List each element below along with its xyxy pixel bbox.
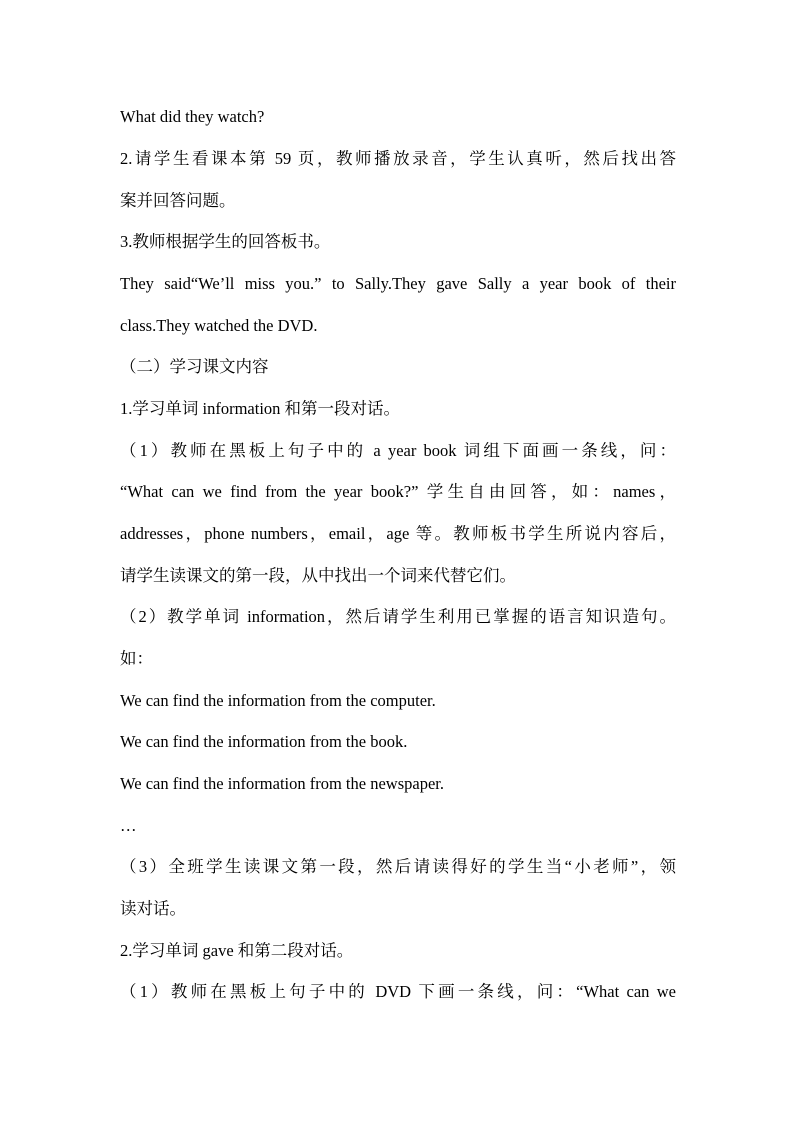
ellipsis-line: …	[120, 816, 137, 835]
text-line: 如：	[120, 649, 153, 668]
text-line: 请学生读课文的第一段，从中找出一个词来代替它们。	[120, 566, 516, 585]
text-line: class.They watched the DVD.	[120, 316, 318, 335]
text-line: addresses，phone numbers，email，age 等。教师板书学生所说内容后，	[120, 524, 676, 543]
text-line: （1）教师在黑板上句子中的 a year book 词组下面画一条线，问：	[120, 441, 676, 460]
text-line: （3）全班学生读课文第一段，然后请读得好的学生当“小老师”，领	[120, 857, 676, 876]
text-line: We can find the information from the book.	[120, 732, 408, 751]
text-line: 2.请学生看课本第 59 页，教师播放录音，学生认真听，然后找出答	[120, 149, 676, 168]
text-line: What did they watch?	[120, 107, 265, 126]
text-line: 读对话。	[120, 899, 186, 918]
text-line: “What can we find from the year book?” 学生自由回答，如：names，	[120, 482, 676, 501]
text-line: 1.学习单词 information 和第一段对话。	[120, 399, 401, 418]
text-line: （1）教师在黑板上句子中的 DVD 下画一条线，问：“What can we	[120, 982, 676, 1001]
text-line: 案并回答问题。	[120, 191, 236, 210]
section-heading: （二）学习课文内容	[120, 357, 269, 376]
text-line: We can find the information from the newspaper.	[120, 774, 444, 793]
text-line: They said“We’ll miss you.” to Sally.They gave Sally a year book of their	[120, 274, 676, 293]
text-line: We can find the information from the computer.	[120, 691, 436, 710]
text-line: 3.教师根据学生的回答板书。	[120, 232, 331, 251]
text-line: 2.学习单词 gave 和第二段对话。	[120, 941, 354, 960]
text-line: （2）教学单词 information，然后请学生利用已掌握的语言知识造句。	[120, 607, 676, 626]
